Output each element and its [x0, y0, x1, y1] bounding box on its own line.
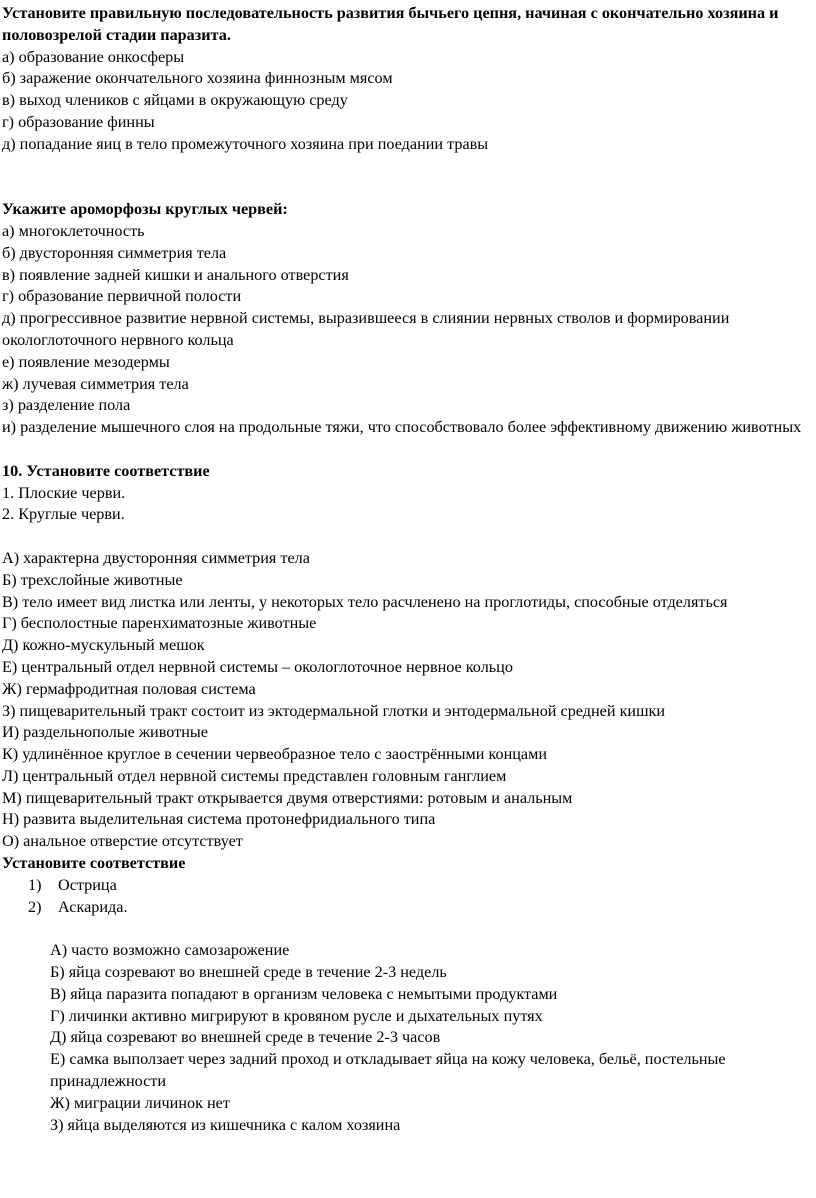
q10-item: Ж) гермафродитная половая система [2, 679, 256, 698]
q10-item: Е) центральный отдел нервной системы – окологлоточное нервное кольцо [2, 657, 513, 676]
q10-title: 10. Установите соответствие [2, 461, 210, 480]
q-match2-item: Ж) миграции личинок нет [50, 1093, 230, 1112]
q-match2-group-1 [2, 875, 808, 897]
spacer [2, 526, 808, 548]
spacer [2, 156, 808, 200]
q10-item: Д) кожно-мускульный мешок [2, 636, 205, 655]
q-match2-item: Е) самка выползает через задний проход и откладывает яйца на кожу человека, бельё, постельные принадлежности [50, 1050, 726, 1091]
q-match2-item: Г) личинки активно мигрируют в кровяном русле и дыхательных путях [50, 1006, 543, 1025]
list-number: 2) [28, 897, 42, 916]
q-aromorph-item-c: в) появление задней кишки и анального отверстия [2, 265, 349, 284]
q10-item: З) пищеварительный тракт состоит из эктодермальной глотки и энтодермальной средней кишки [2, 701, 666, 720]
q10-item: Б) трехслойные животные [2, 570, 183, 589]
q-sequence-item-e: д) попадание яиц в тело промежуточного хозяина при поедании травы [2, 134, 489, 153]
q-sequence-item-d: г) образование финны [2, 112, 155, 131]
q-sequence-item-b: б) заражение окончательного хозяина финнозным мясом [2, 69, 393, 88]
spacer [2, 918, 808, 940]
q-sequence-item-c: в) выход члеников с яйцами в окружающую среду [2, 91, 348, 110]
q10-group-1: 1. Плоские черви. [2, 483, 126, 502]
q10-item: Л) центральный отдел нервной системы представлен головным ганглием [2, 766, 507, 785]
list-text: Острица [58, 875, 117, 894]
q-match2-item: З) яйца выделяются из кишечника с калом хозяина [50, 1115, 401, 1134]
q10-item: Н) развита выделительная система протонефридиального типа [2, 810, 436, 829]
list-text: Аскарида. [58, 897, 128, 916]
q-aromorph-title: Укажите ароморфозы круглых червей: [2, 200, 288, 219]
q-match2-item: А) часто возможно самозарожение [50, 941, 290, 960]
q10-item: И) раздельнополые животные [2, 723, 208, 742]
q10-item: В) тело имеет вид листка или ленты, у некоторых тело расчленено на проглотиды, способные отделяться [2, 592, 728, 611]
q-match2-item: В) яйца паразита попадают в организм человека с немытыми продуктами [50, 984, 558, 1003]
q-match2-group-2 [2, 897, 808, 919]
q-sequence-item-a: а) образование онкосферы [2, 47, 185, 66]
q10-group-2: 2. Круглые черви. [2, 505, 125, 524]
q-aromorph-item-f: е) появление мезодермы [2, 352, 170, 371]
q-aromorph-item-e: д) прогрессивное развитие нервной системы, выразившееся в слиянии нервных стволов и формировании окологлоточного нервного кольца [2, 309, 730, 349]
q-aromorph-item-d: г) образование первичной полости [2, 287, 242, 306]
list-number: 1) [28, 875, 42, 894]
q-aromorph-item-h: з) разделение пола [2, 396, 131, 415]
q-aromorph-item-a: а) многоклеточность [2, 221, 145, 240]
q10-item: К) удлинённое круглое в сечении червеобразное тело с заострёнными концами [2, 745, 548, 764]
q-aromorph-item-i: и) разделение мышечного слоя на продольные тяжи, что способствовало более эффективному движению животных [2, 418, 802, 437]
q10-item: А) характерна двусторонняя симметрия тела [2, 548, 310, 567]
q-match2-item: Д) яйца созревают во внешней среде в течение 2-3 часов [50, 1028, 441, 1047]
q-aromorph-item-g: ж) лучевая симметрия тела [2, 374, 189, 393]
q10-item: М) пищеварительный тракт открывается двумя отверстиями: ротовым и анальным [2, 788, 573, 807]
q10-item: Г) бесполостные паренхиматозные животные [2, 614, 317, 633]
q-match2-title: Установите соответствие [2, 854, 186, 873]
q-aromorph-item-b: б) двусторонняя симметрия тела [2, 243, 227, 262]
q10-item: О) анальное отверстие отсутствует [2, 832, 243, 851]
q-match2-item: Б) яйца созревают во внешней среде в течение 2-3 недель [50, 963, 447, 982]
q-sequence-title: Установите правильную последовательность развития бычьего цепня, начиная с окончательно хозяина и половозрелой стадии паразита. [2, 4, 779, 44]
spacer [2, 439, 808, 461]
